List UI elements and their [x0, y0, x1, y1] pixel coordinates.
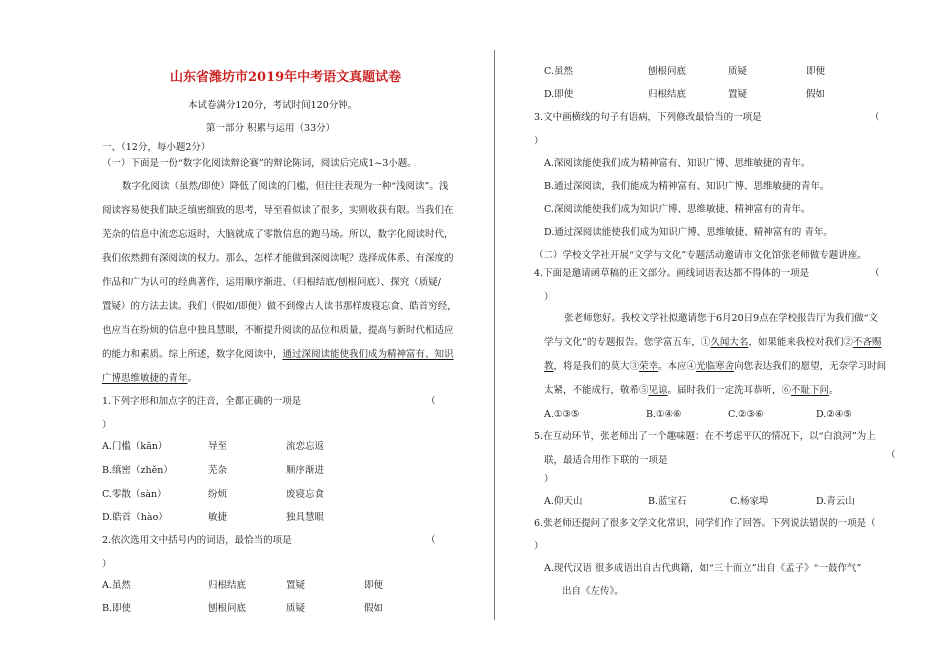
q2-option-a-word1: 归根结底	[208, 580, 247, 591]
q2-option-c-word3: 即便	[806, 66, 826, 77]
q1-option-a: A.门槛（kǎn）	[102, 441, 168, 452]
letter-line-4: 太紧，不能成行，敬希⑤见谅。届时我们一定洗耳恭听，⑥不耻下问。	[544, 385, 839, 396]
q2-paren-close: ）	[102, 559, 112, 570]
q3-paren-close: ）	[534, 136, 544, 147]
q3-stem: 3.文中画横线的句子有语病，下列修改最恰当的一项是	[534, 112, 762, 123]
section1-intro: （一）下面是一份“数字化阅读辩论赛”的辩论陈词，阅读后完成1~3小题。	[102, 158, 417, 169]
passage-line-9: 广博思维敏捷的青年。	[102, 373, 198, 384]
passage-line-6: 置疑）的方法去读。我们（假如/即便）做不到像古人读书那样废寝忘食、皓首穷经，	[102, 301, 457, 312]
exam-intro: 本试卷满分120分，考试时间120分钟。	[188, 100, 358, 111]
q2-option-b-word1: 刨根问底	[208, 603, 247, 614]
column-divider	[494, 50, 495, 620]
q1-option-c-word1: 纷烦	[208, 489, 228, 500]
passage-line-7: 也应当在纷烦的信息中独具慧眼，不断提升阅读的品位和质量，提高与新时代相适应	[102, 325, 454, 336]
q2-option-b: B.即使	[102, 603, 132, 614]
passage-line-3: 芜杂的信息中流恋忘返时，大脑就成了零散信息的跑马场。所以，数字化阅读时代，	[102, 229, 454, 240]
underlined-sentence-part2: 广博思维敏捷的青年	[102, 373, 188, 384]
q2-option-d-word2: 置疑	[728, 89, 748, 100]
q1-option-a-word1: 导至	[208, 441, 228, 452]
q4-option-b: B.①④⑥	[646, 409, 682, 420]
q2-option-b-word3: 假如	[364, 603, 384, 614]
q1-option-d-word2: 独具慧眼	[286, 512, 325, 523]
q1-option-b: B.缜密（zhěn）	[102, 465, 173, 476]
passage-line-1: 数字化阅读（虽然/即使）降低了阅读的门槛，但往往表现为一种“浅阅读”。浅	[122, 181, 449, 192]
q4-paren-close: ）	[544, 292, 554, 303]
letter-line-3: 教，将是我们的莫大③荣幸。本应④光临寒舍向您表达我们的愿望，无奈学习时间	[544, 361, 887, 372]
q2-option-d-word1: 归根结底	[648, 89, 687, 100]
q6-stem: 6.张老师还提问了很多文学文化常识，同学们作了回答。下列说法错误的一项是（	[534, 518, 876, 529]
q3-paren-open: （	[870, 112, 880, 123]
q1-option-c: C.零散（sàn）	[102, 489, 167, 500]
passage-line-5: 作品和广为认可的经典著作，运用顺序渐进、（归根结底/刨根问底）、探究（质疑/	[102, 277, 441, 288]
q4-stem: 4.下面是邀请函草稿的正文部分。画线词语表达都不得体的一项是	[534, 268, 810, 279]
q6-option-a-line-1: A.现代汉语 很多成语出自古代典籍，如“三十而立”出自《孟子》“一鼓作气”	[544, 563, 862, 574]
q2-option-a: A.虽然	[102, 580, 131, 591]
q2-option-d: D.即使	[544, 89, 574, 100]
q3-option-c: C.深阅读能使我们成为知识广博、思维敏捷、精神富有的青年。	[544, 204, 811, 215]
passage-line-8: 的能力和素质。综上所述，数字化阅读中，通过深阅读能使我们成为精神富有、知识	[102, 349, 454, 360]
q6-paren-close: ）	[534, 541, 544, 552]
q3-option-a: A.深阅读能使我们成为精神富有、知识广博、思维敏捷的青年。	[544, 158, 811, 169]
q2-option-c-word2: 质疑	[728, 66, 748, 77]
q3-option-b: B.通过深阅读，我们能成为精神富有、知识广博、思维敏捷的青年。	[544, 181, 830, 192]
q2-option-c-word1: 刨根问底	[648, 66, 687, 77]
q5-option-b: B.蓝宝石	[648, 496, 687, 507]
q2-option-b-word2: 质疑	[286, 603, 306, 614]
q3-option-d: D.通过深阅读能使我们成为知识广博、思维敏捷、精神富有的 青年。	[544, 227, 833, 238]
q2-paren-open: （	[426, 535, 436, 546]
q1-paren-open: （	[426, 396, 436, 407]
q4-option-d: D.②④⑤	[816, 409, 852, 420]
q1-option-b-word2: 顺序渐进	[286, 465, 325, 476]
q5-paren-close: ）	[544, 474, 554, 485]
phrase-6: 不耻下问	[791, 385, 830, 396]
letter-line-2: 学与文化”的专题报告。您学富五车，①久闻大名，如果能来我校对我们②不吝赐	[544, 337, 882, 348]
phrase-3: 荣幸	[639, 361, 659, 372]
q4-option-a: A.①③⑤	[544, 409, 580, 420]
q2-option-c: C.虽然	[544, 66, 573, 77]
q2-option-d-word3: 假如	[806, 89, 826, 100]
q2-option-a-word3: 即便	[364, 580, 384, 591]
q1-option-c-word2: 废寝忘食	[286, 489, 325, 500]
q5-stem-line-1: 5.在互动环节，张老师出了一个趣味题：在不考虑平仄的情况下，以“白浪河”为上	[534, 431, 876, 442]
q2-option-a-word2: 置疑	[286, 580, 306, 591]
q5-option-c: C.杨家埠	[730, 496, 769, 507]
q4-option-c: C.②③⑥	[728, 409, 764, 420]
phrase-2-part2: 教	[544, 361, 554, 372]
q1-option-b-word1: 芜杂	[208, 465, 228, 476]
q1-option-d: D.皓首（hào）	[102, 512, 168, 523]
q5-option-a: A.仰天山	[544, 496, 583, 507]
underlined-sentence-part1: 通过深阅读能使我们成为精神富有、知识	[282, 349, 454, 360]
exam-title: 山东省潍坊市2019年中考语文真题试卷	[170, 70, 402, 85]
passage-line-2: 阅读容易使我们缺乏缜密细致的思考，导至看似读了很多，实则收获有限。当我们在	[102, 205, 454, 216]
q4-paren-open: （	[870, 268, 880, 279]
phrase-1: 久闻大名	[710, 337, 749, 348]
section1-heading: 一、（12分，每小题2分）	[102, 142, 211, 153]
phrase-5: 见谅	[648, 385, 668, 396]
q1-paren-close: ）	[102, 420, 112, 431]
section2-intro: （二）学校文学社开展“文学与文化”专题活动邀请市文化馆张老师做专题讲座。	[534, 250, 867, 261]
q1-option-d-word1: 敏捷	[208, 512, 228, 523]
passage-line-4: 我们依然拥有深阅读的权力。那么，怎样才能做到深阅读呢？选择成体系、有深度的	[102, 253, 454, 264]
q5-stem-line-2: 联，最适合用作下联的一项是	[544, 455, 668, 466]
q5-paren-open: （	[886, 450, 896, 461]
q1-stem: 1.下列字形和加点字的注音，全都正确的一项是	[102, 396, 302, 407]
q5-option-d: D.青云山	[816, 496, 855, 507]
q1-option-a-word2: 流恋忘返	[286, 441, 325, 452]
q6-option-a-line-2: 出自《左传》。	[562, 586, 624, 597]
q2-stem: 2.依次选用文中括号内的词语，最恰当的项是	[102, 535, 292, 546]
phrase-4: 光临寒舍	[696, 361, 735, 372]
phrase-2-part1: 不吝赐	[852, 337, 882, 348]
part1-heading: 第一部分 积累与运用（33分）	[206, 123, 336, 134]
letter-line-1: 张老师您好。我校文学社拟邀请您于6月20日9点在学校报告厅为我们做“文	[564, 313, 879, 324]
